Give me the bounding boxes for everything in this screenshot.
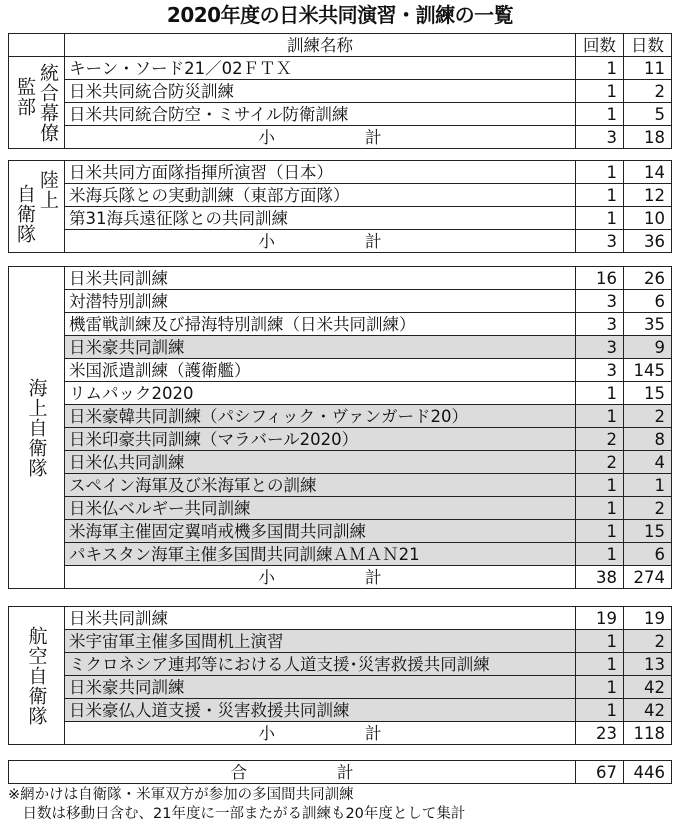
subtotal-label: 小 計	[65, 566, 576, 589]
subtotal-row	[9, 126, 672, 149]
exercise-days: 6	[624, 290, 672, 313]
exercise-count: 1	[576, 207, 624, 230]
exercise-name: 日米印豪共同訓練（マラバール2020）	[65, 428, 576, 451]
exercise-name: 日米共同方面隊指揮所演習（日本）	[65, 161, 576, 184]
header-count: 回数	[576, 34, 624, 57]
subtotal-count: 3	[576, 126, 624, 149]
exercise-days: 26	[624, 267, 672, 290]
exercise-count: 16	[576, 267, 624, 290]
subtotal-days: 118	[624, 722, 672, 745]
exercise-count: 1	[576, 405, 624, 428]
exercise-days: 5	[624, 103, 672, 126]
joint-staff-table	[8, 33, 672, 149]
subtotal-count: 23	[576, 722, 624, 745]
exercise-days: 14	[624, 161, 672, 184]
header-days: 日数	[624, 34, 672, 57]
exercise-name: 日米仏共同訓練	[65, 451, 576, 474]
subtotal-count: 3	[576, 230, 624, 253]
subtotal-label: 小 計	[65, 126, 576, 149]
exercise-name: 日米豪共同訓練	[65, 336, 576, 359]
exercise-count: 1	[576, 57, 624, 80]
group-label-col: 自衛隊	[14, 183, 36, 244]
group-label-msdf	[9, 267, 65, 589]
exercise-days: 2	[624, 80, 672, 103]
exercise-count: 19	[576, 607, 624, 630]
table-row	[9, 699, 672, 722]
table-row	[9, 161, 672, 184]
exercise-name: 第31海兵遠征隊との共同訓練	[65, 207, 576, 230]
exercise-count: 3	[576, 313, 624, 336]
exercise-name: 米海軍主催固定翼哨戒機多国間共同訓練	[65, 520, 576, 543]
exercise-days: 2	[624, 497, 672, 520]
exercise-count: 1	[576, 80, 624, 103]
table-row	[9, 336, 672, 359]
exercise-name: リムパック2020	[65, 382, 576, 405]
table-row	[9, 474, 672, 497]
exercise-days: 1	[624, 474, 672, 497]
exercise-days: 2	[624, 405, 672, 428]
group-label-asdf	[9, 607, 65, 745]
exercise-count: 2	[576, 451, 624, 474]
exercise-name: 日米共同統合防空・ミサイル防衛訓練	[65, 103, 576, 126]
exercise-days: 15	[624, 382, 672, 405]
exercise-days: 42	[624, 676, 672, 699]
exercise-count: 1	[576, 161, 624, 184]
table-row	[9, 359, 672, 382]
total-days: 446	[624, 761, 672, 784]
exercise-days: 145	[624, 359, 672, 382]
table-row	[9, 184, 672, 207]
group-label-joint-staff	[9, 57, 65, 149]
exercise-days: 12	[624, 184, 672, 207]
exercise-count: 3	[576, 359, 624, 382]
total-label: 合 計	[9, 761, 576, 784]
subtotal-label: 小 計	[65, 722, 576, 745]
grand-total-table	[8, 760, 672, 784]
table-row	[9, 382, 672, 405]
subtotal-days: 36	[624, 230, 672, 253]
exercise-name: パキスタン海軍主催多国間共同訓練ＡＭＡＮ21	[65, 543, 576, 566]
table-row	[9, 653, 672, 676]
table-row	[9, 405, 672, 428]
exercise-name: 米宇宙軍主催多国間机上演習	[65, 630, 576, 653]
group-label-col: 陸上	[37, 169, 59, 210]
exercise-count: 1	[576, 699, 624, 722]
exercise-count: 1	[576, 184, 624, 207]
subtotal-days: 18	[624, 126, 672, 149]
exercise-days: 19	[624, 607, 672, 630]
table-row	[9, 451, 672, 474]
exercise-name: 日米共同訓練	[65, 267, 576, 290]
exercise-count: 1	[576, 630, 624, 653]
exercise-count: 1	[576, 520, 624, 543]
exercise-days: 8	[624, 428, 672, 451]
exercise-name: 日米豪共同訓練	[65, 676, 576, 699]
table-row	[9, 313, 672, 336]
exercise-days: 2	[624, 630, 672, 653]
table-row	[9, 103, 672, 126]
table-row	[9, 80, 672, 103]
header-blank-cell	[9, 34, 65, 57]
subtotal-count: 38	[576, 566, 624, 589]
exercise-days: 15	[624, 520, 672, 543]
exercise-count: 3	[576, 290, 624, 313]
table-row	[9, 607, 672, 630]
table-row	[9, 57, 672, 80]
group-label-gsdf	[9, 161, 65, 253]
exercise-days: 42	[624, 699, 672, 722]
exercise-name: 日米共同統合防災訓練	[65, 80, 576, 103]
table-row	[9, 207, 672, 230]
exercise-count: 1	[576, 103, 624, 126]
exercise-count: 1	[576, 676, 624, 699]
subtotal-row	[9, 722, 672, 745]
exercise-count: 1	[576, 474, 624, 497]
group-label-col: 海上自衛隊	[25, 377, 48, 478]
footnote-days: 日数は移動日含む、21年度に一部またがる訓練も20年度として集計	[8, 806, 466, 822]
asdf-table	[8, 606, 672, 745]
table-row	[9, 290, 672, 313]
exercise-name: 対潜特別訓練	[65, 290, 576, 313]
exercise-count: 1	[576, 653, 624, 676]
exercise-count: 1	[576, 543, 624, 566]
exercise-days: 35	[624, 313, 672, 336]
msdf-table	[8, 266, 672, 589]
exercise-days: 13	[624, 653, 672, 676]
exercise-days: 6	[624, 543, 672, 566]
table-row	[9, 497, 672, 520]
group-label-col: 統合幕僚	[37, 62, 59, 143]
exercise-days: 11	[624, 57, 672, 80]
table-row	[9, 520, 672, 543]
exercise-count: 3	[576, 336, 624, 359]
subtotal-row	[9, 230, 672, 253]
subtotal-row	[9, 566, 672, 589]
exercise-name: 米国派遣訓練（護衛艦）	[65, 359, 576, 382]
exercise-count: 1	[576, 497, 624, 520]
group-label-col: 監部	[14, 76, 36, 117]
exercise-name: 米海兵隊との実動訓練（東部方面隊）	[65, 184, 576, 207]
table-row	[9, 267, 672, 290]
total-row	[9, 761, 672, 784]
exercise-days: 4	[624, 451, 672, 474]
group-label-col: 航空自衛隊	[25, 625, 48, 726]
total-count: 67	[576, 761, 624, 784]
exercise-name: スペイン海軍及び米海軍との訓練	[65, 474, 576, 497]
exercise-days: 9	[624, 336, 672, 359]
exercise-name: 機雷戦訓練及び掃海特別訓練（日米共同訓練）	[65, 313, 576, 336]
exercise-count: 2	[576, 428, 624, 451]
exercise-name: 日米豪韓共同訓練（パシフィック・ヴァンガード20）	[65, 405, 576, 428]
exercise-name: 日米仏ベルギー共同訓練	[65, 497, 576, 520]
table-row	[9, 543, 672, 566]
table-row	[9, 428, 672, 451]
exercise-name: 日米豪仏人道支援・災害救援共同訓練	[65, 699, 576, 722]
page-title: 2020年度の日米共同演習・訓練の一覧	[166, 3, 514, 27]
header-name: 訓練名称	[65, 34, 576, 57]
footnote-shading: ※網かけは自衛隊・米軍双方が参加の多国間共同訓練	[8, 787, 354, 803]
gsdf-table	[8, 160, 672, 253]
exercise-count: 1	[576, 382, 624, 405]
subtotal-label: 小 計	[65, 230, 576, 253]
exercise-days: 10	[624, 207, 672, 230]
exercise-name: ミクロネシア連邦等における人道支援･災害救援共同訓練	[65, 653, 576, 676]
subtotal-days: 274	[624, 566, 672, 589]
header-row	[9, 34, 672, 57]
table-row	[9, 630, 672, 653]
exercise-name: 日米共同訓練	[65, 607, 576, 630]
exercise-name: キーン・ソード21／02ＦＴＸ	[65, 57, 576, 80]
table-row	[9, 676, 672, 699]
